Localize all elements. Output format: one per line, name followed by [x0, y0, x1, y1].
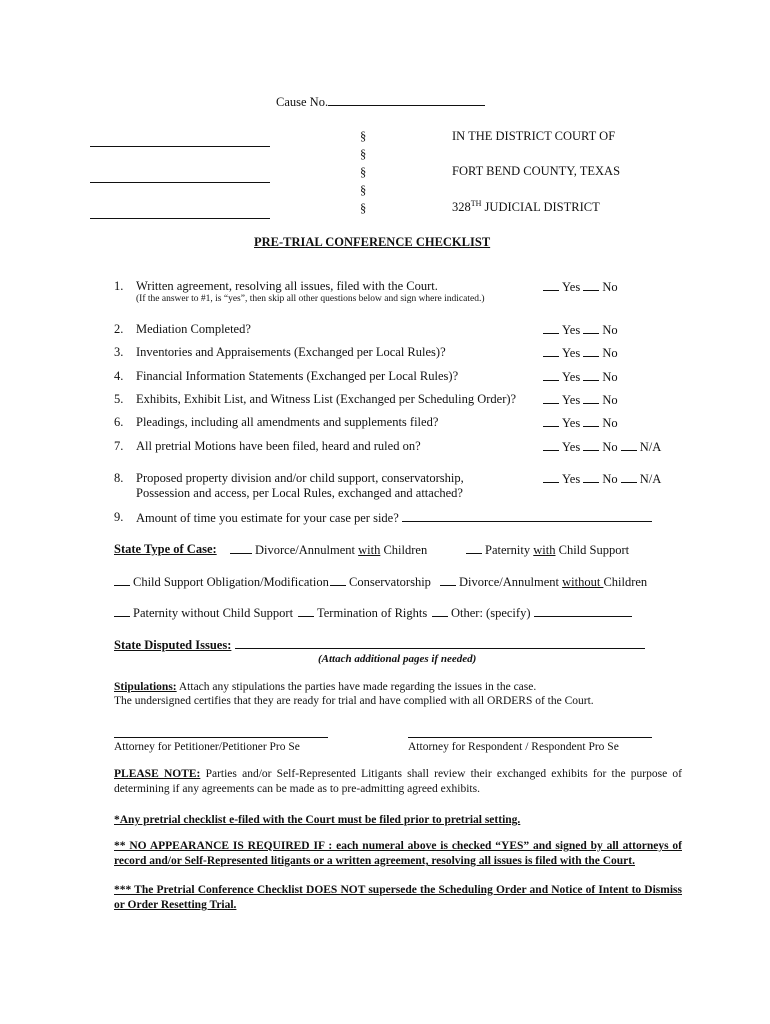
yes-blank[interactable] [543, 279, 559, 291]
question-label: Amount of time you estimate for your case per side? [136, 511, 399, 525]
section-symbol: § [360, 183, 367, 197]
question-text-line-2: Possession and access, per Local Rules, exchanged and attached? [136, 486, 463, 500]
question-text: Pleadings, including all amendments and supplements filed? [136, 415, 439, 429]
no-blank[interactable] [583, 471, 599, 483]
yes-blank[interactable] [543, 415, 559, 427]
stipulations-text: Attach any stipulations the parties have made regarding the issues in the case. [176, 681, 537, 693]
question-text [136, 510, 652, 526]
yes-label: Yes [562, 472, 581, 486]
petitioner-signature-label: Attorney for Petitioner/Petitioner Pro Se [114, 741, 300, 753]
please-note [114, 767, 682, 797]
yes-blank[interactable] [543, 322, 559, 334]
section-symbol: § [360, 147, 367, 161]
attach-note: (Attach additional pages if needed) [318, 653, 477, 665]
no-label: No [602, 440, 618, 454]
no-blank[interactable] [583, 392, 599, 404]
option-termination[interactable]: Termination of Rights [298, 605, 427, 621]
other-specify-field[interactable] [534, 605, 632, 617]
answer-options [543, 279, 618, 295]
stipulations [114, 681, 536, 693]
question-number: 8. [114, 471, 124, 485]
na-blank[interactable] [621, 439, 637, 451]
answer-options [543, 439, 661, 455]
question-text: Inventories and Appraisements (Exchanged per Local Rules)? [136, 345, 446, 359]
no-label: No [602, 416, 618, 430]
efiled-note: *Any pretrial checklist e-filed with the Court must be filed prior to pretrial setting. [114, 814, 521, 826]
case-type-label: State Type of Case: [114, 542, 217, 556]
na-label: N/A [639, 472, 662, 486]
option-other[interactable]: Other: (specify) [432, 605, 632, 621]
no-blank[interactable] [583, 345, 599, 357]
time-estimate-field[interactable] [402, 510, 652, 522]
question-note: (If the answer to #1, is “yes”, then skip all other questions below and sign where indicated.) [136, 294, 485, 304]
answer-options [543, 415, 618, 431]
question-text: All pretrial Motions have been filed, heard and ruled on? [136, 439, 421, 453]
answer-options [543, 322, 618, 338]
no-blank[interactable] [583, 322, 599, 334]
court-line-2: FORT BEND COUNTY, TEXAS [452, 164, 621, 178]
question-text: Written agreement, resolving all issues, filed with the Court. [136, 279, 438, 293]
option-divorce-without-children[interactable]: Divorce/Annulment without Children [440, 574, 647, 590]
respondent-signature-line[interactable] [408, 726, 652, 742]
option-divorce-with-children[interactable]: Divorce/Annulment with Children [230, 542, 427, 558]
cause-number-field[interactable] [328, 94, 485, 106]
no-label: No [602, 280, 618, 294]
respondent-signature-label: Attorney for Respondent / Respondent Pro Se [408, 741, 619, 753]
yes-label: Yes [562, 440, 581, 454]
yes-blank[interactable] [543, 392, 559, 404]
cause-label: Cause No. [276, 95, 329, 109]
yes-blank[interactable] [543, 369, 559, 381]
yes-blank[interactable] [543, 439, 559, 451]
no-appearance-note: ** NO APPEARANCE IS REQUIRED IF : each numeral above is checked “YES” and signed by all attorneys of record and/or Self-Represented litigants or a written agreement, resolving all issues is filed with the Court. [114, 840, 682, 867]
question-number: 1. [114, 279, 124, 293]
question-number: 3. [114, 345, 124, 359]
question-number: 2. [114, 322, 124, 336]
supersede-note: *** The Pretrial Conference Checklist DOES NOT supersede the Scheduling Order and Notice of Intent to Dismiss or Order Resetting Trial. [114, 884, 682, 911]
question-text: Financial Information Statements (Exchanged per Local Rules)? [136, 369, 459, 383]
no-label: No [602, 323, 618, 337]
yes-blank[interactable] [543, 345, 559, 357]
yes-blank[interactable] [543, 471, 559, 483]
please-note-text: Parties and/or Self-Represented Litigants shall review their exchanged exhibits for the purpose of determining if any agreements can be made as to pre-admitting agreed exhibits. [114, 768, 682, 795]
option-child-support-modification[interactable]: Child Support Obligation/Modification [114, 574, 329, 590]
yes-label: Yes [562, 346, 581, 360]
question-text: Exhibits, Exhibit List, and Witness List (Exchanged per Scheduling Order)? [136, 392, 517, 406]
party-line-2[interactable] [90, 171, 270, 187]
question-text: Proposed property division and/or child support, conservatorship, [136, 471, 464, 485]
answer-options [543, 392, 618, 408]
disputed-issues-field[interactable] [235, 637, 645, 649]
question-number: 4. [114, 369, 124, 383]
question-number: 5. [114, 392, 124, 406]
yes-label: Yes [562, 323, 581, 337]
yes-label: Yes [562, 416, 581, 430]
stipulations-label: Stipulations: [114, 681, 177, 693]
na-blank[interactable] [621, 471, 637, 483]
yes-label: Yes [562, 370, 581, 384]
option-paternity-with-support[interactable]: Paternity with Child Support [466, 542, 629, 558]
disputed-issues [114, 637, 645, 653]
certification-text: The undersigned certifies that they are ready for trial and have complied with all ORDERS of the Court. [114, 695, 594, 707]
section-symbol: § [360, 129, 367, 143]
district-suffix: TH [470, 199, 482, 208]
please-note-label: PLEASE NOTE: [114, 768, 201, 780]
court-district [452, 199, 600, 215]
party-line-3[interactable] [90, 207, 270, 223]
district-number: 328 [452, 200, 471, 215]
question-number: 6. [114, 415, 124, 429]
na-label: N/A [639, 440, 662, 454]
question-number: 7. [114, 439, 124, 453]
option-conservatorship[interactable]: Conservatorship [330, 574, 431, 590]
no-blank[interactable] [583, 279, 599, 291]
yes-label: Yes [562, 280, 581, 294]
no-blank[interactable] [583, 415, 599, 427]
no-label: No [602, 370, 618, 384]
cause-number [276, 94, 485, 110]
yes-label: Yes [562, 393, 581, 407]
no-label: No [602, 346, 618, 360]
no-label: No [602, 393, 618, 407]
no-label: No [602, 472, 618, 486]
no-blank[interactable] [583, 369, 599, 381]
answer-options [543, 369, 618, 385]
answer-options [543, 345, 618, 361]
option-paternity-without-support[interactable]: Paternity without Child Support [114, 605, 293, 621]
page-title: PRE-TRIAL CONFERENCE CHECKLIST [254, 235, 491, 249]
district-text: JUDICIAL DISTRICT [481, 200, 600, 215]
court-line-1: IN THE DISTRICT COURT OF [452, 129, 616, 143]
section-symbol: § [360, 165, 367, 179]
petitioner-signature-line[interactable] [114, 726, 328, 742]
party-line-1[interactable] [90, 135, 270, 151]
question-number: 9. [114, 510, 124, 524]
answer-options [543, 471, 661, 487]
question-text: Mediation Completed? [136, 322, 251, 336]
disputed-label: State Disputed Issues: [114, 638, 232, 652]
no-blank[interactable] [583, 439, 599, 451]
section-symbol: § [360, 201, 367, 215]
